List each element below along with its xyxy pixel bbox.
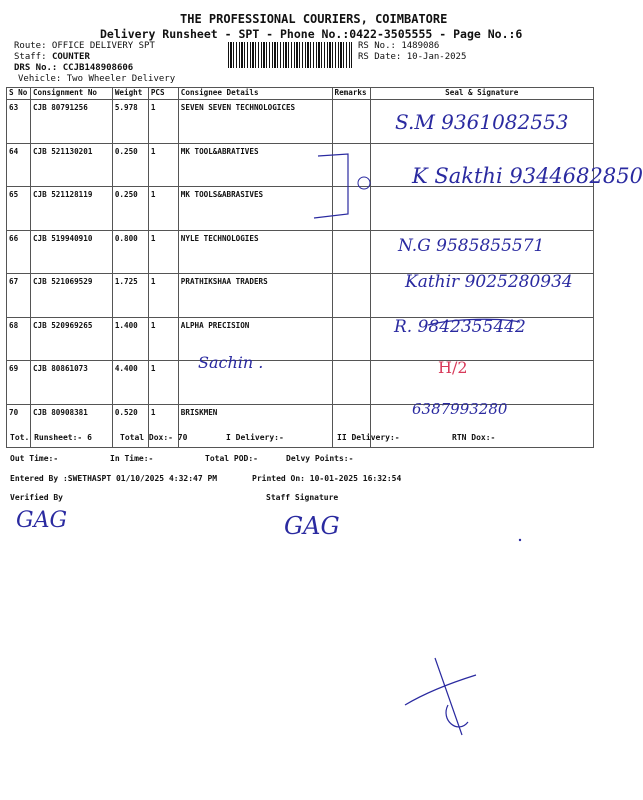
- handwritten-mark-69: H/2: [438, 358, 468, 377]
- cell-consignee: MK TOOLS&ABRASIVES: [178, 187, 332, 231]
- bracket-stroke: [314, 154, 348, 218]
- col-remarks: Remarks: [332, 88, 370, 100]
- col-signature: Seal & Signature: [370, 88, 593, 100]
- cell-pcs: 1: [148, 230, 178, 274]
- handwritten-signature-63: S.M 9361082553: [395, 110, 569, 134]
- cell-sno: 68: [7, 317, 31, 361]
- staff-label: Staff:: [14, 52, 47, 62]
- verified-by-signature: GAG: [16, 508, 68, 533]
- staff-signature-ink: GAG: [284, 512, 340, 540]
- cell-weight: 4.400: [112, 361, 148, 405]
- staff-value: COUNTER: [51, 52, 90, 62]
- cell-weight: 1.400: [112, 317, 148, 361]
- cell-weight: 0.800: [112, 230, 148, 274]
- cell-sno: 66: [7, 230, 31, 274]
- cell-consignee: MK TOOL&ABRATIVES: [178, 143, 332, 187]
- out-time: Out Time:-: [10, 454, 59, 463]
- company-title: THE PROFESSIONAL COURIERS, COIMBATORE: [180, 12, 448, 26]
- drs-number: DRS No.: CCJB148908606: [14, 63, 134, 73]
- cell-pcs: 1: [148, 317, 178, 361]
- cell-pcs: 1: [148, 274, 178, 318]
- sign-stroke: [428, 319, 520, 325]
- vehicle: Vehicle: Two Wheeler Delivery: [18, 74, 176, 84]
- cell-weight: 5.978: [112, 100, 148, 144]
- cell-sno: 64: [7, 143, 31, 187]
- i-delivery: I Delivery:-: [226, 433, 284, 442]
- cell-sno: 67: [7, 274, 31, 318]
- cell-consignee: PRATHIKSHAA TRADERS: [178, 274, 332, 318]
- verified-by-label: Verified By: [10, 493, 63, 502]
- handwritten-signature-64: K Sakthi 9344682850: [412, 164, 643, 188]
- cell-pcs: 1: [148, 100, 178, 144]
- total-pod: Total POD:-: [205, 454, 258, 463]
- corner-hook: [446, 705, 468, 727]
- cell-consignee: NYLE TECHNOLOGIES: [178, 230, 332, 274]
- handwritten-signature-66: N.G 9585855571: [398, 236, 545, 256]
- cell-pcs: 1: [148, 143, 178, 187]
- cell-consignment: CJB 521130201: [30, 143, 112, 187]
- route: Route: OFFICE DELIVERY SPT: [14, 41, 155, 51]
- entered-by: Entered By :SWETHASPT 01/10/2025 4:32:47 PM: [10, 474, 218, 483]
- ink-dot: [519, 539, 521, 541]
- col-pcs: PCS: [148, 88, 178, 100]
- cell-consignment: CJB 521069529: [30, 274, 112, 318]
- in-time: In Time:-: [110, 454, 154, 463]
- cell-consignee: BRISKMEN: [178, 404, 332, 448]
- cell-weight: 0.250: [112, 187, 148, 231]
- total-dox: Total Dox:- 70: [120, 433, 188, 442]
- handwritten-consignee-69: Sachin .: [198, 353, 264, 372]
- rs-date: RS Date: 10-Jan-2025: [358, 52, 467, 62]
- handwritten-signature-70: 6387993280: [412, 400, 508, 418]
- handwritten-signature-67: Kathir 9025280934: [405, 272, 573, 292]
- total-runsheet: Tot. Runsheet:- 6: [10, 433, 92, 442]
- cell-pcs: 1: [148, 404, 178, 448]
- col-consignee: Consignee Details: [178, 88, 332, 100]
- rtn-dox: RTN Dox:-: [452, 433, 496, 442]
- cell-weight: 0.250: [112, 143, 148, 187]
- cell-consignee: ALPHA PRECISION: [178, 317, 332, 361]
- cell-sno: 63: [7, 100, 31, 144]
- cell-consignment: CJB 520969265: [30, 317, 112, 361]
- col-weight: Weight: [112, 88, 148, 100]
- cell-consignment: CJB 80791256: [30, 100, 112, 144]
- cell-weight: 0.520: [112, 404, 148, 448]
- cell-sno: 70: [7, 404, 31, 448]
- corner-scribble: [405, 658, 476, 735]
- cell-consignment: CJB 80861073: [30, 361, 112, 405]
- rs-number: RS No.: 1489086: [358, 41, 440, 51]
- cell-consignment: CJB 80908381: [30, 404, 112, 448]
- cell-consignment: CJB 519940910: [30, 230, 112, 274]
- delivery-points: Delvy Points:-: [286, 454, 354, 463]
- ii-delivery: II Delivery:-: [337, 433, 400, 442]
- cell-weight: 1.725: [112, 274, 148, 318]
- cell-pcs: 1: [148, 187, 178, 231]
- handwritten-signature-68: R. 9842355442: [394, 317, 526, 337]
- runsheet-subtitle: Delivery Runsheet - SPT - Phone No.:0422-3505555 - Page No.:6: [100, 27, 523, 41]
- col-sno: S No: [7, 88, 31, 100]
- printed-on: Printed On: 10-01-2025 16:32:54: [252, 474, 402, 483]
- staff-signature-label: Staff Signature: [266, 493, 339, 502]
- cell-consignment: CJB 521128119: [30, 187, 112, 231]
- cell-consignee: SEVEN SEVEN TECHNOLOGICES: [178, 100, 332, 144]
- col-consignment: Consignment No: [30, 88, 112, 100]
- cell-sno: 69: [7, 361, 31, 405]
- cell-pcs: 1: [148, 361, 178, 405]
- cell-sno: 65: [7, 187, 31, 231]
- circle-stroke: [358, 177, 370, 189]
